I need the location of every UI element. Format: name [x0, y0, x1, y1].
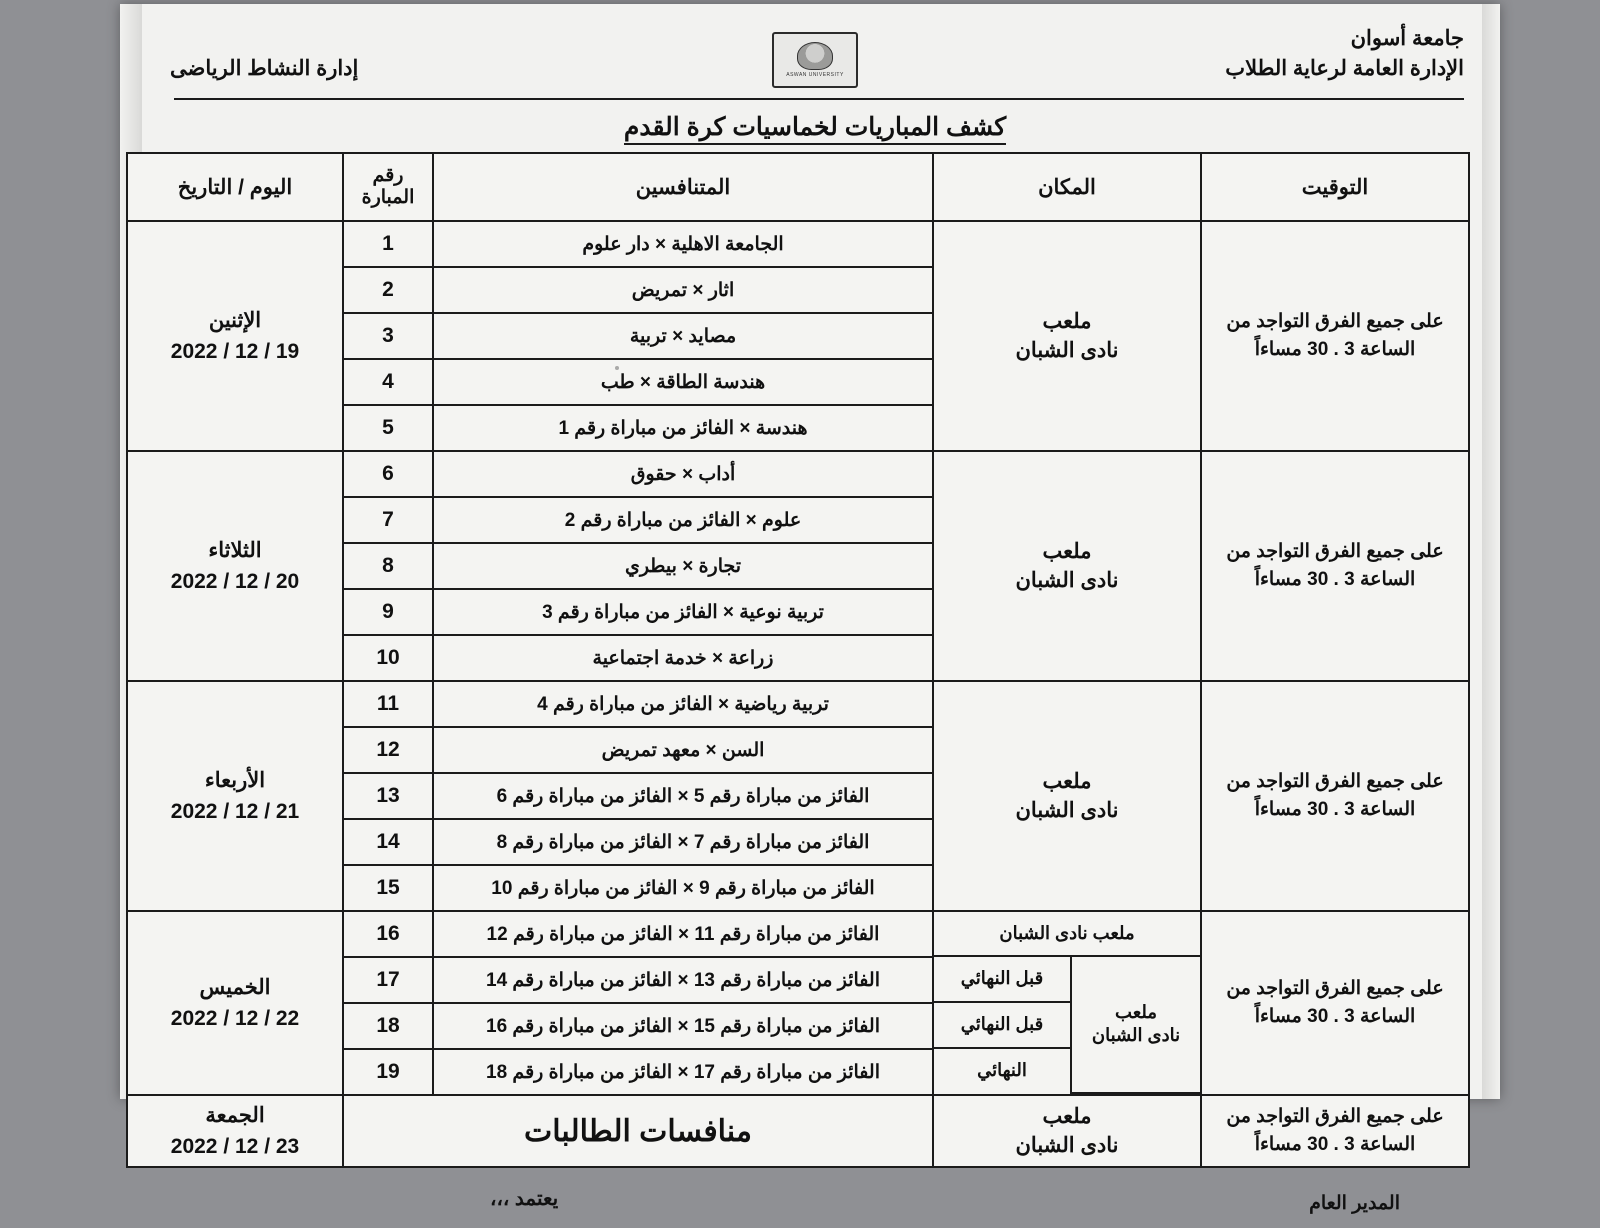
venue-line1: ملعب [1042, 769, 1092, 793]
match-number: 9 [343, 589, 433, 635]
date-thursday [127, 911, 343, 1095]
matches-table [126, 152, 1470, 1168]
university-logo [772, 32, 858, 88]
match-teams: اثار × تمريض [433, 267, 933, 313]
page-title-text: كشف المباريات لخماسيات كرة القدم [624, 113, 1006, 145]
day-name: الخميس [199, 975, 271, 999]
match-number: 8 [343, 543, 433, 589]
time-note-tuesday: على جميع الفرق التواجد من الساعة 3 . 30 مساءاً [1201, 451, 1469, 681]
stage-label: قبل النهائي [934, 956, 1071, 1002]
match-number: 16 [343, 911, 433, 957]
match-teams: الفائز من مباراة رقم 15 × الفائز من مباراة رقم 16 [433, 1003, 933, 1049]
day-date: 20 / 12 / 2022 [170, 570, 300, 593]
header-right-block [1225, 24, 1464, 85]
match-teams: الفائز من مباراة رقم 7 × الفائز من مباراة رقم 8 [433, 819, 933, 865]
girls-competitions-row: منافسات الطالبات [343, 1095, 933, 1167]
match-teams: الفائز من مباراة رقم 11 × الفائز من مباراة رقم 12 [433, 911, 933, 957]
time-note-friday: على جميع الفرق التواجد من الساعة 3 . 30 مساءاً [1201, 1095, 1469, 1167]
match-number: 5 [343, 405, 433, 451]
match-teams: الفائز من مباراة رقم 13 × الفائز من مباراة رقم 14 [433, 957, 933, 1003]
match-teams: زراعة × خدمة اجتماعية [433, 635, 933, 681]
university-name: جامعة أسوان [1350, 27, 1464, 50]
logo-caption: ASWAN UNIVERSITY [786, 72, 844, 78]
date-wednesday [127, 681, 343, 911]
venue-line2: نادى الشبان [1015, 1134, 1119, 1157]
venue-thursday-bottom [1071, 956, 1200, 1093]
venue-friday [933, 1095, 1201, 1167]
match-number: 1 [343, 221, 433, 267]
venue-thursday-block [933, 911, 1201, 1095]
match-number: 11 [343, 681, 433, 727]
table-row [127, 451, 1469, 497]
venue-line1: ملعب [1115, 1001, 1157, 1022]
approval-text: يعتمد ،،، [490, 1188, 559, 1210]
column-header-teams: المتنافسين [433, 153, 933, 221]
match-number: 15 [343, 865, 433, 911]
venue-line2: نادى الشبان [1091, 1025, 1181, 1045]
match-teams: هندسة × الفائز من مباراة رقم 1 [433, 405, 933, 451]
header-divider [174, 98, 1464, 100]
column-header-time: التوقيت [1201, 153, 1469, 221]
match-number: 4 [343, 359, 433, 405]
date-tuesday [127, 451, 343, 681]
day-name: الأربعاء [204, 768, 266, 792]
match-teams: الفائز من مباراة رقم 9 × الفائز من مباراة رقم 10 [433, 865, 933, 911]
match-number: 10 [343, 635, 433, 681]
table-row [127, 911, 1469, 957]
scan-speck [615, 366, 619, 370]
document-header [160, 14, 1470, 106]
match-teams: هندسة الطاقة × طب [433, 359, 933, 405]
match-number: 18 [343, 1003, 433, 1049]
match-number: 14 [343, 819, 433, 865]
venue-tuesday [933, 451, 1201, 681]
stage-label: النهائي [934, 1048, 1071, 1093]
match-number: 17 [343, 957, 433, 1003]
manager-signature-label: المدير العام [1309, 1193, 1400, 1214]
match-teams: السن × معهد تمريض [433, 727, 933, 773]
match-teams: تجارة × بيطري [433, 543, 933, 589]
venue-line2: نادى الشبان [1015, 569, 1119, 592]
day-date: 22 / 12 / 2022 [170, 1007, 300, 1030]
table-row [127, 221, 1469, 267]
match-teams: الفائز من مباراة رقم 17 × الفائز من مباراة رقم 18 [433, 1049, 933, 1095]
document-footer [160, 1176, 1470, 1228]
venue-line2: نادى الشبان [1015, 339, 1119, 362]
column-header-place: المكان [933, 153, 1201, 221]
match-number: 12 [343, 727, 433, 773]
match-number: 13 [343, 773, 433, 819]
venue-line2: نادى الشبان [1015, 799, 1119, 822]
venue-line1: ملعب [1042, 1104, 1092, 1128]
match-number: 3 [343, 313, 433, 359]
match-teams: الجامعة الاهلية × دار علوم [433, 221, 933, 267]
date-friday [127, 1095, 343, 1167]
match-teams: أداب × حقوق [433, 451, 933, 497]
time-note-thursday: على جميع الفرق التواجد من الساعة 3 . 30 مساءاً [1201, 911, 1469, 1095]
stage-label: قبل النهائي [934, 1002, 1071, 1048]
date-monday [127, 221, 343, 451]
time-note-monday: على جميع الفرق التواجد من الساعة 3 . 30 مساءاً [1201, 221, 1469, 451]
time-note-wednesday: على جميع الفرق التواجد من الساعة 3 . 30 مساءاً [1201, 681, 1469, 911]
day-date: 19 / 12 / 2022 [170, 340, 300, 363]
match-number: 19 [343, 1049, 433, 1095]
department-name: الإدارة العامة لرعاية الطلاب [1225, 57, 1464, 81]
match-number: 2 [343, 267, 433, 313]
match-teams: تربية رياضية × الفائز من مباراة رقم 4 [433, 681, 933, 727]
match-teams: علوم × الفائز من مباراة رقم 2 [433, 497, 933, 543]
venue-thursday-top: ملعب نادى الشبان [934, 913, 1200, 956]
day-name: الإثنين [208, 308, 262, 332]
match-teams: الفائز من مباراة رقم 5 × الفائز من مباراة رقم 6 [433, 773, 933, 819]
document-page [160, 14, 1470, 1214]
day-name: الجمعة [205, 1103, 265, 1127]
venue-monday [933, 221, 1201, 451]
match-teams: مصايد × تربية [433, 313, 933, 359]
day-date: 23 / 12 / 2022 [170, 1135, 300, 1158]
venue-line1: ملعب [1042, 539, 1092, 563]
page-title [160, 112, 1470, 142]
table-row [127, 1095, 1469, 1167]
match-teams: تربية نوعية × الفائز من مباراة رقم 3 [433, 589, 933, 635]
column-header-date: اليوم / التاريخ [127, 153, 343, 221]
table-header-row [127, 153, 1469, 221]
venue-wednesday [933, 681, 1201, 911]
column-header-match-no: رقم المبارة [343, 153, 433, 221]
match-number: 7 [343, 497, 433, 543]
paper-sheet [120, 4, 1500, 1214]
day-name: الثلاثاء [208, 538, 262, 562]
day-date: 21 / 12 / 2022 [170, 800, 300, 823]
table-row [127, 681, 1469, 727]
sports-activity-department: إدارة النشاط الرياضى [170, 57, 359, 80]
venue-stage-table [934, 913, 1200, 1094]
crest-icon [797, 42, 833, 70]
venue-line1: ملعب [1042, 309, 1092, 333]
match-number: 6 [343, 451, 433, 497]
